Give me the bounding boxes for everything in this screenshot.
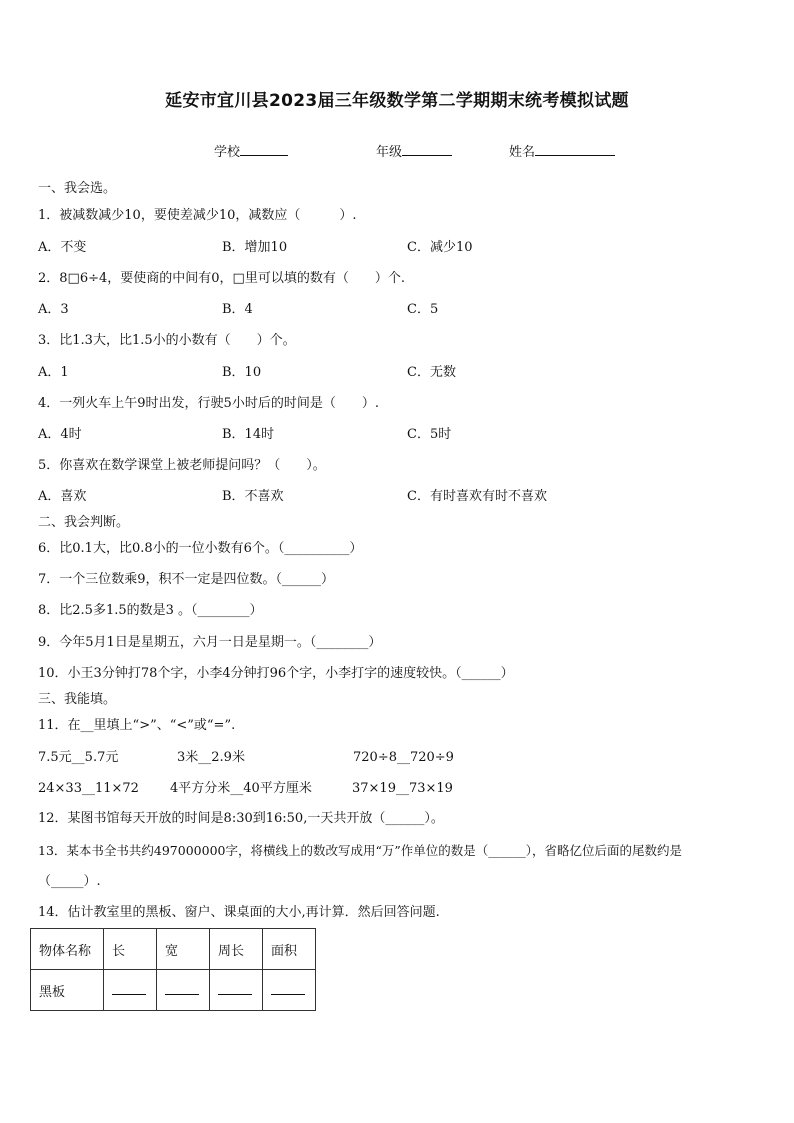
grade-label: 年级 <box>376 145 403 160</box>
q11-compare-3[interactable]: 720÷8__720÷9 <box>353 750 454 765</box>
estimation-table <box>30 928 316 1011</box>
question-13-line-2[interactable]: （_____）. <box>38 874 101 889</box>
section-heading-2: 二、我会判断。 <box>38 515 130 530</box>
q2-option-a[interactable]: A．3 <box>38 302 69 317</box>
question-9[interactable]: 9．今年5月1日是星期五，六月一日是星期一。（________） <box>38 635 382 650</box>
name-blank[interactable] <box>535 142 615 156</box>
blackboard-perimeter-blank[interactable] <box>210 970 263 1011</box>
name-field[interactable] <box>509 141 615 160</box>
question-3: 3．比1.3大，比1.5小的小数有（ ）个。 <box>38 333 296 348</box>
table-header-cell: 物体名称 <box>31 929 104 970</box>
question-5: 5．你喜欢在数学课堂上被老师提问吗？（ ）。 <box>38 458 326 473</box>
q4-option-a[interactable]: A．4时 <box>38 427 82 442</box>
q5-option-b[interactable]: B．不喜欢 <box>222 489 284 504</box>
school-blank[interactable] <box>240 142 288 156</box>
table-row <box>31 970 316 1011</box>
question-10[interactable]: 10．小王3分钟打78个字，小李4分钟打96个字，小李打字的速度较快。（______） <box>38 666 514 681</box>
question-7[interactable]: 7．一个三位数乘9，积不一定是四位数。（______） <box>38 572 335 587</box>
blackboard-width-blank[interactable] <box>157 970 210 1011</box>
section-heading-1: 一、我会选。 <box>38 181 117 196</box>
q5-option-c[interactable]: C．有时喜欢有时不喜欢 <box>407 489 547 504</box>
q11-compare-6[interactable]: 37×19__73×19 <box>352 781 453 796</box>
question-12[interactable]: 12．某图书馆每天开放的时间是8:30到16:50,一天共开放（______）。 <box>38 811 444 826</box>
q3-option-b[interactable]: B．10 <box>222 365 262 380</box>
q1-option-b[interactable]: B．增加10 <box>222 240 288 255</box>
table-header-cell: 宽 <box>157 929 210 970</box>
question-13-line-1[interactable]: 13．某本书全书共约497000000字，将横线上的数改写成用“万”作单位的数是（______），省略亿位后面的尾数约是 <box>38 843 683 858</box>
q11-compare-4[interactable]: 24×33__11×72 <box>38 781 139 796</box>
question-8[interactable]: 8．比2.5多1.5的数是3 。（________） <box>38 603 263 618</box>
table-row-label: 黑板 <box>31 970 104 1011</box>
question-14: 14．估计教室里的黑板、窗户、课桌面的大小,再计算．然后回答问题. <box>38 905 440 920</box>
q2-option-b[interactable]: B．4 <box>222 302 253 317</box>
q11-compare-5[interactable]: 4平方分米__40平方厘米 <box>170 781 312 796</box>
question-6[interactable]: 6．比0.1大，比0.8小的一位小数有6个。（__________） <box>38 541 363 556</box>
table-header-cell: 面积 <box>263 929 316 970</box>
q4-option-c[interactable]: C．5时 <box>407 427 452 442</box>
name-label: 姓名 <box>509 145 536 160</box>
q4-option-b[interactable]: B．14时 <box>222 427 275 442</box>
blackboard-length-blank[interactable] <box>104 970 157 1011</box>
question-11: 11．在__里填上“>”、“<”或“=”. <box>38 718 236 733</box>
grade-blank[interactable] <box>402 142 452 156</box>
question-1: 1．被减数减少10，要使差减少10，减数应（ ）. <box>38 208 357 223</box>
q11-compare-2[interactable]: 3米__2.9米 <box>177 750 245 765</box>
page-title: 延安市宜川县2023届三年级数学第二学期期末统考模拟试题 <box>165 91 629 111</box>
school-label: 学校 <box>214 145 241 160</box>
section-heading-3: 三、我能填。 <box>38 692 117 707</box>
blackboard-area-blank[interactable] <box>263 970 316 1011</box>
q5-option-a[interactable]: A．喜欢 <box>38 489 87 504</box>
table-header-cell: 周长 <box>210 929 263 970</box>
q3-option-a[interactable]: A．1 <box>38 365 69 380</box>
q1-option-a[interactable]: A．不变 <box>38 240 87 255</box>
q11-compare-1[interactable]: 7.5元__5.7元 <box>38 750 119 765</box>
table-header-cell: 长 <box>104 929 157 970</box>
question-4: 4．一列火车上午9时出发，行驶5小时后的时间是（ ）. <box>38 396 379 411</box>
q1-option-c[interactable]: C．减少10 <box>407 240 473 255</box>
school-field[interactable] <box>214 141 288 160</box>
q3-option-c[interactable]: C．无数 <box>407 365 456 380</box>
grade-field[interactable] <box>376 141 452 160</box>
q2-option-c[interactable]: C．5 <box>407 302 439 317</box>
question-2: 2．8□6÷4，要使商的中间有0，□里可以填的数有（ ）个. <box>38 271 405 286</box>
table-header-row <box>31 929 316 970</box>
